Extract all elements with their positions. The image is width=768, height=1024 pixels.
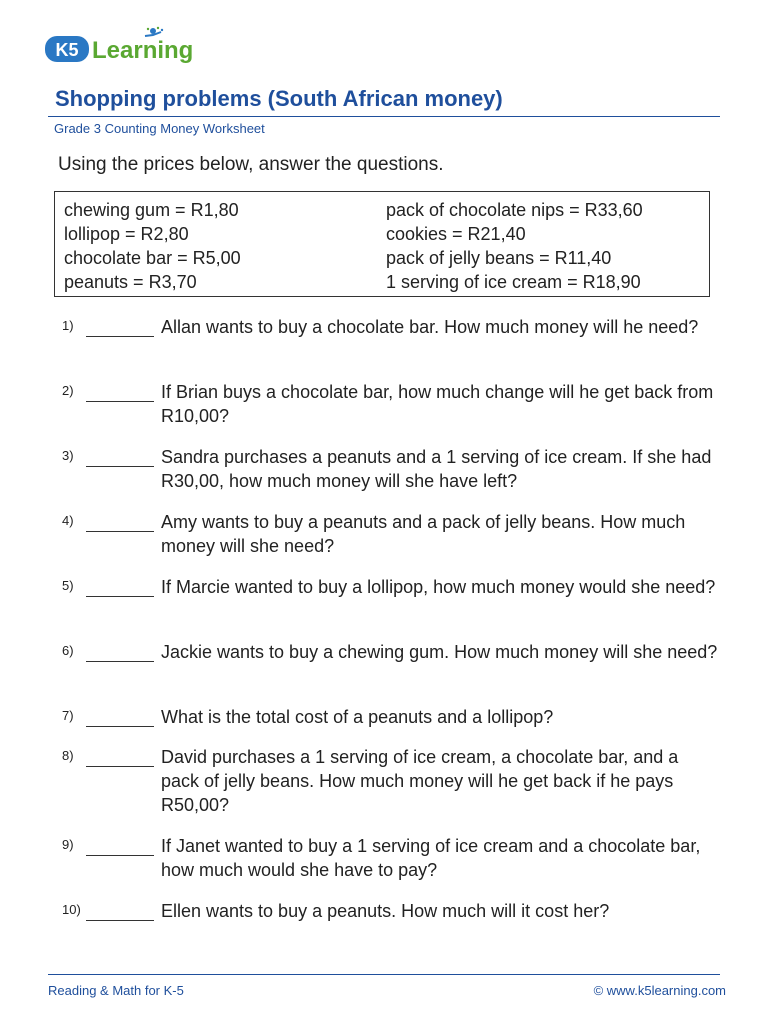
price-item: 1 serving of ice cream = R18,90: [386, 272, 641, 292]
header-divider: [48, 116, 720, 117]
question-item: [62, 577, 722, 640]
question-text: If Janet wanted to buy a 1 serving of ice cream and a chocolate bar, how much would she have to pay?: [161, 836, 701, 880]
logo-learning-text: Learning: [92, 37, 194, 64]
answer-blank[interactable]: [86, 466, 154, 467]
question-item: [62, 382, 722, 445]
question-item: [62, 642, 722, 705]
question-number: 3): [62, 448, 74, 463]
price-item: pack of chocolate nips = R33,60: [386, 200, 643, 220]
question-item: [62, 317, 722, 380]
price-item: cookies = R21,40: [386, 224, 526, 244]
footer-divider: [48, 974, 720, 975]
price-list-left: [64, 198, 241, 294]
question-number: 7): [62, 708, 74, 723]
answer-blank[interactable]: [86, 596, 154, 597]
question-text: Jackie wants to buy a chewing gum. How much money will she need?: [161, 642, 718, 662]
question-number: 9): [62, 837, 74, 852]
price-item: pack of jelly beans = R11,40: [386, 248, 612, 268]
logo-k5-text: K5: [55, 40, 79, 60]
price-item: lollipop = R2,80: [64, 224, 189, 244]
question-item: [62, 512, 722, 575]
price-item: chocolate bar = R5,00: [64, 248, 241, 268]
answer-blank[interactable]: [86, 766, 154, 767]
footer-website: © www.k5learning.com: [593, 983, 726, 998]
question-text: Allan wants to buy a chocolate bar. How much money will he need?: [161, 317, 699, 337]
answer-blank[interactable]: [86, 920, 154, 921]
question-number: 2): [62, 383, 74, 398]
question-text: If Marcie wanted to buy a lollipop, how much money would she need?: [161, 577, 716, 597]
question-number: 4): [62, 513, 74, 528]
answer-blank[interactable]: [86, 336, 154, 337]
question-text: Ellen wants to buy a peanuts. How much will it cost her?: [161, 901, 610, 921]
question-text: Sandra purchases a peanuts and a 1 serving of ice cream. If she had R30,00, how much money will she have left?: [161, 447, 712, 491]
question-number: 6): [62, 643, 74, 658]
price-list-box: [54, 191, 710, 297]
answer-blank[interactable]: [86, 726, 154, 727]
answer-blank[interactable]: [86, 401, 154, 402]
question-text: David purchases a 1 serving of ice cream, a chocolate bar, and a pack of jelly beans. How much money will he get back if he pays R50,00?: [161, 747, 679, 815]
logo-figure-icon: [145, 27, 163, 36]
answer-blank[interactable]: [86, 531, 154, 532]
price-item: chewing gum = R1,80: [64, 200, 239, 220]
footer-tagline: Reading & Math for K-5: [48, 983, 184, 998]
question-number: 1): [62, 318, 74, 333]
question-number: 10): [62, 902, 81, 917]
question-text: If Brian buys a chocolate bar, how much change will he get back from R10,00?: [161, 382, 714, 426]
worksheet-title: Shopping problems (South African money): [55, 86, 503, 111]
question-item: [62, 901, 722, 964]
answer-blank[interactable]: [86, 855, 154, 856]
question-item: [62, 747, 722, 815]
k5-learning-logo: [44, 26, 204, 68]
price-item: peanuts = R3,70: [64, 272, 197, 292]
price-list-right: [386, 198, 643, 294]
instructions: Using the prices below, answer the questions.: [58, 154, 444, 175]
question-text: What is the total cost of a peanuts and a lollipop?: [161, 707, 554, 727]
question-text: Amy wants to buy a peanuts and a pack of jelly beans. How much money will she need?: [161, 512, 686, 556]
worksheet-subtitle: Grade 3 Counting Money Worksheet: [54, 121, 265, 136]
question-number: 5): [62, 578, 74, 593]
question-number: 8): [62, 748, 74, 763]
question-item: [62, 447, 722, 510]
answer-blank[interactable]: [86, 661, 154, 662]
question-item: [62, 836, 722, 899]
